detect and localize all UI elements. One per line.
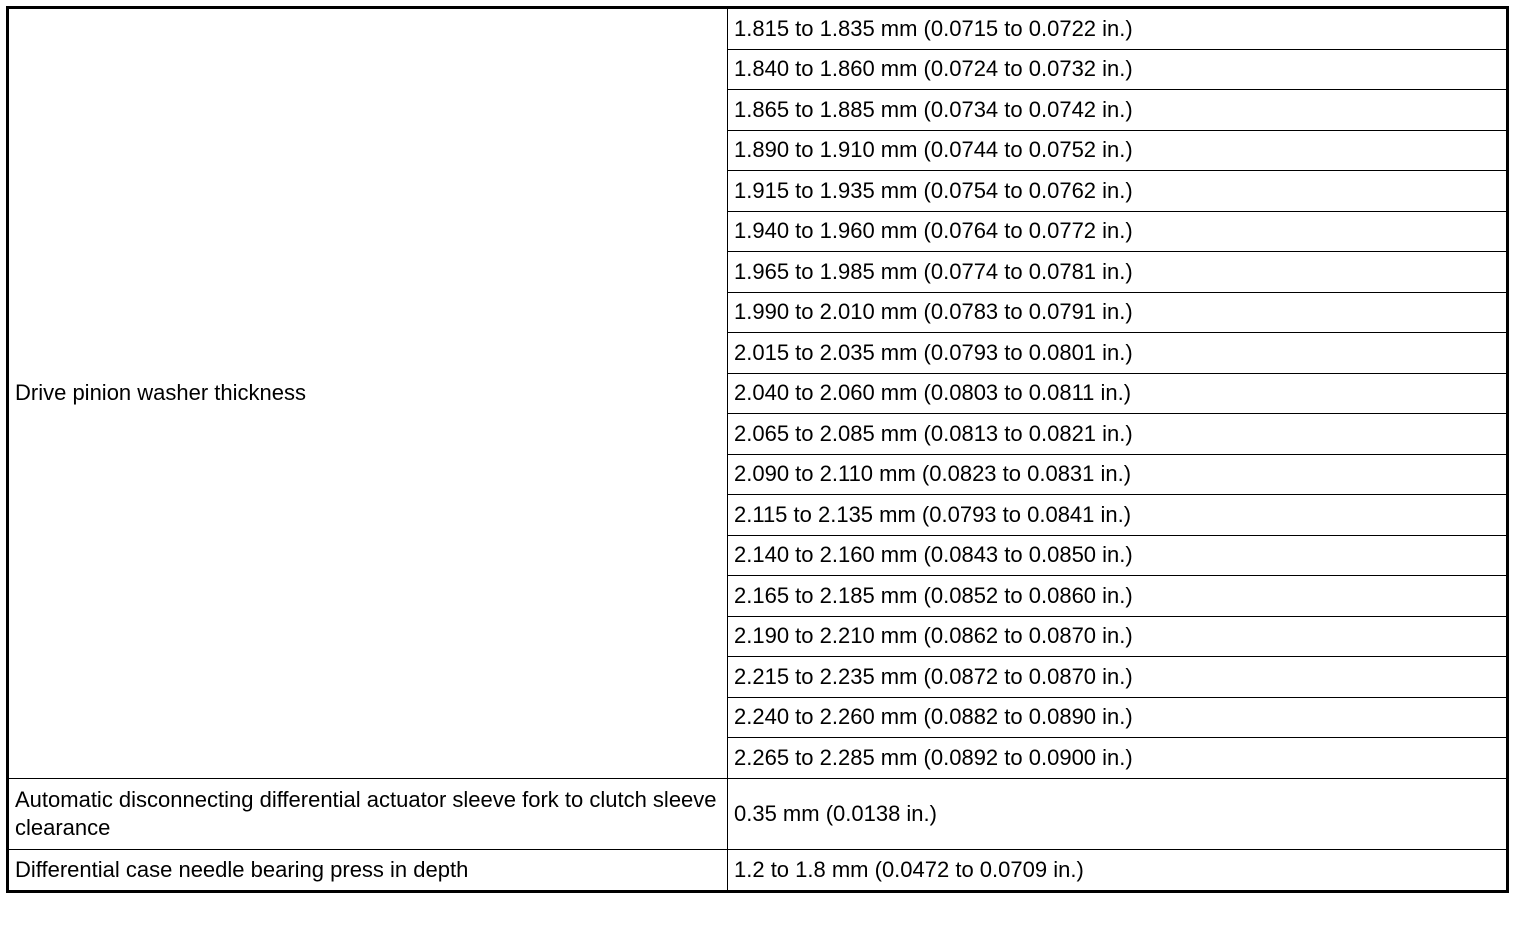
spec-value: 1.815 to 1.835 mm (0.0715 to 0.0722 in.) [728, 8, 1508, 50]
spec-item-label: Drive pinion washer thickness [8, 8, 728, 779]
spec-value: 2.090 to 2.110 mm (0.0823 to 0.0831 in.) [728, 454, 1508, 495]
spec-value: 2.115 to 2.135 mm (0.0793 to 0.0841 in.) [728, 495, 1508, 536]
spec-value: 1.890 to 1.910 mm (0.0744 to 0.0752 in.) [728, 130, 1508, 171]
table-row [8, 778, 1508, 849]
spec-item-label: Automatic disconnecting differential actuator sleeve fork to clutch sleeve clearance [8, 778, 728, 849]
spec-value: 1.2 to 1.8 mm (0.0472 to 0.0709 in.) [728, 849, 1508, 891]
spec-value: 0.35 mm (0.0138 in.) [728, 778, 1508, 849]
spec-value: 2.015 to 2.035 mm (0.0793 to 0.0801 in.) [728, 333, 1508, 374]
spec-item-label: Differential case needle bearing press in depth [8, 849, 728, 891]
table-row [8, 8, 1508, 50]
table-row [8, 849, 1508, 891]
spec-value: 1.990 to 2.010 mm (0.0783 to 0.0791 in.) [728, 292, 1508, 333]
spec-value: 1.840 to 1.860 mm (0.0724 to 0.0732 in.) [728, 49, 1508, 90]
spec-value: 1.965 to 1.985 mm (0.0774 to 0.0781 in.) [728, 252, 1508, 293]
spec-value: 2.165 to 2.185 mm (0.0852 to 0.0860 in.) [728, 576, 1508, 617]
spec-value: 2.040 to 2.060 mm (0.0803 to 0.0811 in.) [728, 373, 1508, 414]
specification-table [6, 6, 1509, 893]
spec-value: 1.915 to 1.935 mm (0.0754 to 0.0762 in.) [728, 171, 1508, 212]
spec-value: 2.265 to 2.285 mm (0.0892 to 0.0900 in.) [728, 738, 1508, 779]
spec-value: 2.215 to 2.235 mm (0.0872 to 0.0870 in.) [728, 657, 1508, 698]
spec-value: 1.865 to 1.885 mm (0.0734 to 0.0742 in.) [728, 90, 1508, 131]
spec-value: 2.140 to 2.160 mm (0.0843 to 0.0850 in.) [728, 535, 1508, 576]
spec-value: 2.065 to 2.085 mm (0.0813 to 0.0821 in.) [728, 414, 1508, 455]
spec-value: 2.240 to 2.260 mm (0.0882 to 0.0890 in.) [728, 697, 1508, 738]
spec-value: 1.940 to 1.960 mm (0.0764 to 0.0772 in.) [728, 211, 1508, 252]
spec-value: 2.190 to 2.210 mm (0.0862 to 0.0870 in.) [728, 616, 1508, 657]
specification-table-body [8, 8, 1508, 892]
